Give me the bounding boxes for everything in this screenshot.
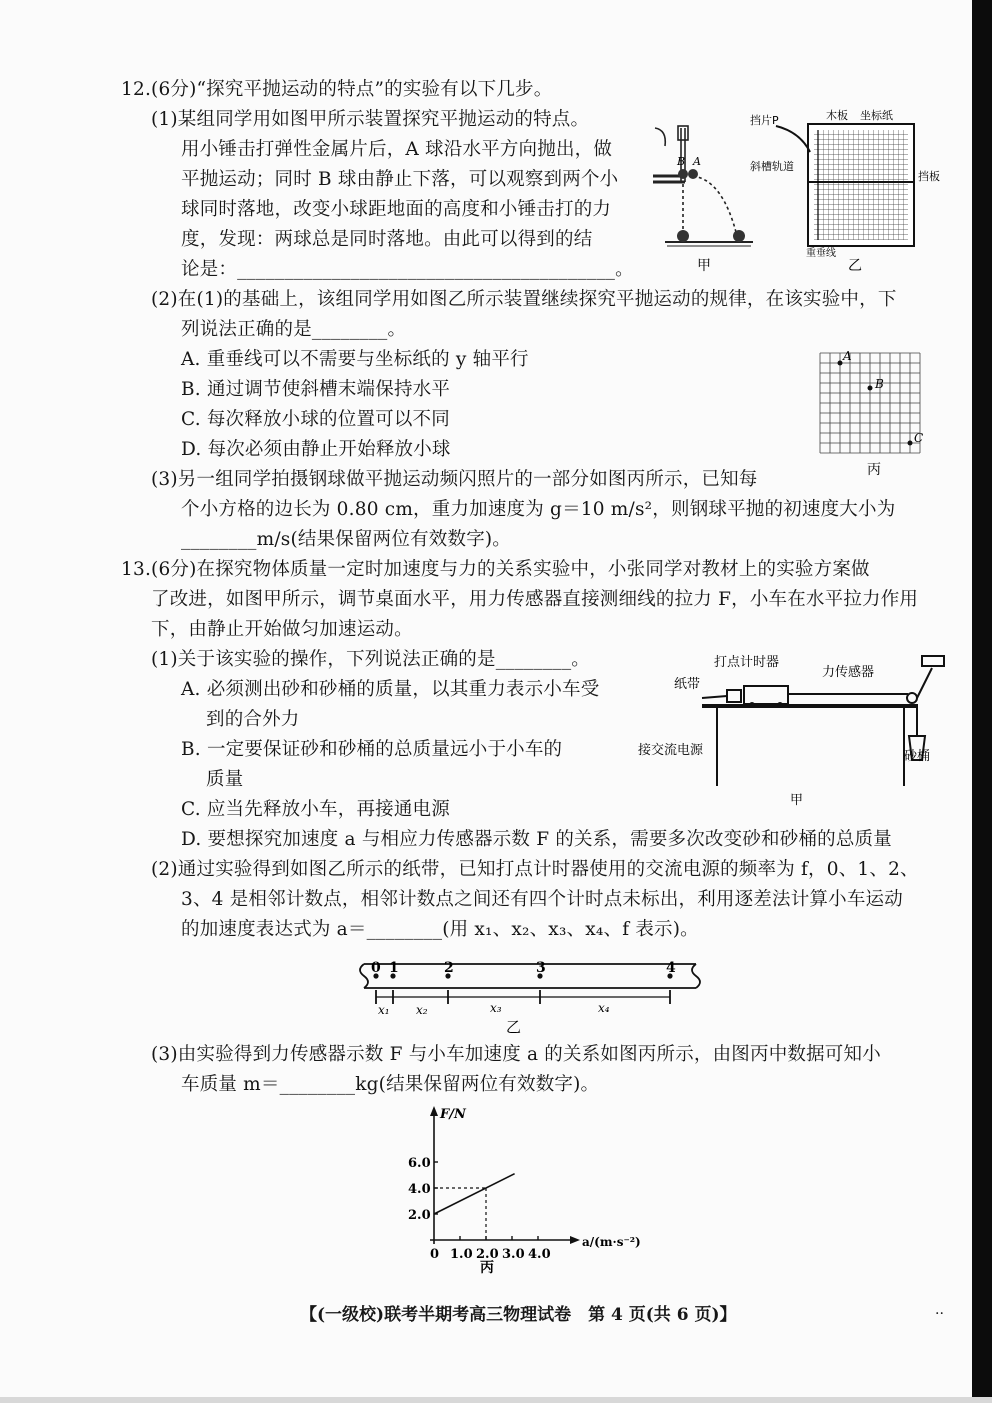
q13-p2-line1: (2)通过实验得到如图乙所示的纸带，已知打点计时器使用的交流电源的频率为 f，0、1、2、: [151, 859, 919, 880]
board-label: 木板: [826, 109, 848, 122]
x-tick-label: 0: [430, 1247, 440, 1262]
q12-option-c: C. 每次释放小球的位置可以不同: [181, 409, 450, 430]
x-axis-label: a/(m·s⁻²): [582, 1235, 641, 1249]
point-a-label: A: [843, 349, 852, 363]
q13-option-d: D. 要想探究加速度 a 与相应力传感器示数 F 的关系，需要多次改变砂和砂桶的总质量: [181, 829, 892, 850]
data-line: [434, 1174, 515, 1214]
scan-edge-right: [972, 0, 992, 1403]
q13-option-b-line2: 质量: [206, 769, 244, 790]
x-tick-label: 4.0: [528, 1247, 551, 1262]
sand-bucket-label: 砂桶: [904, 749, 931, 764]
q13-option-b-line1: B. 一定要保证砂和砂桶的总质量远小于小车的: [181, 739, 563, 760]
q12-option-b: B. 通过调节使斜槽末端保持水平: [181, 379, 451, 400]
q12-jia-caption: 甲: [697, 258, 711, 274]
timer-label: 打点计时器: [714, 655, 780, 670]
x-tick-label: 3.0: [502, 1247, 525, 1262]
tape-point-4: 4: [666, 960, 676, 976]
q12-bing-caption: 丙: [867, 462, 881, 478]
segment-x4: x₄: [598, 1001, 610, 1015]
baffle-p-label: 挡片P: [750, 114, 779, 127]
tape-point-0: 0: [371, 960, 381, 976]
q12-figure-bing: [815, 348, 935, 480]
segment-x3: x₃: [490, 1001, 502, 1015]
segment-x1: x₁: [378, 1003, 390, 1017]
q12-p3-line1: (3)另一组同学拍摄钢球做平抛运动频闪照片的一部分如图丙所示，已知每: [151, 469, 758, 490]
q13-figure-jia: [632, 648, 947, 808]
chute-label: 斜槽轨道: [750, 160, 794, 173]
q12-figure-yi: [748, 104, 948, 274]
y-axis-label: F/N: [440, 1107, 466, 1122]
q13-option-a-line2: 到的合外力: [206, 709, 300, 730]
q13-bing-caption: 丙: [480, 1260, 494, 1276]
y-tick-label: 2.0: [408, 1208, 431, 1223]
q13-yi-caption: 乙: [506, 1018, 522, 1036]
q13-stem-line3: 下，由静止开始做匀加速运动。: [151, 619, 413, 640]
tape-point-3: 3: [536, 960, 546, 976]
point-b-label: B: [875, 377, 884, 391]
tape-point-2: 2: [444, 960, 454, 976]
q12-p1-line1: (1)某组同学用如图甲所示装置探究平抛运动的特点。: [151, 109, 590, 130]
q13-p1[interactable]: (1)关于该实验的操作，下列说法正确的是________。: [151, 649, 591, 670]
q12-option-a: A. 重垂线可以不需要与坐标纸的 y 轴平行: [181, 349, 529, 370]
y-tick-label: 6.0: [408, 1156, 431, 1171]
q13-p3-line1: (3)由实验得到力传感器示数 F 与小车加速度 a 的关系如图丙所示，由图丙中数据可知小: [151, 1044, 881, 1065]
q12-yi-caption: 乙: [848, 258, 862, 274]
q12-p3-answer-blank[interactable]: ________m/s(结果保留两位有效数字)。: [181, 529, 512, 550]
q13-p2-line2: 3、4 是相邻计数点，相邻计数点之间还有四个计时点未标出，利用逐差法计算小车运动: [181, 889, 903, 910]
force-sensor-label: 力传感器: [822, 665, 875, 680]
ac-source-label: 接交流电源: [638, 743, 704, 758]
q13-stem-line1: 13.(6分)在探究物体质量一定时加速度与力的关系实验中，小张同学对教材上的实验方案做: [121, 559, 870, 580]
q13-option-c: C. 应当先释放小车，再接通电源: [181, 799, 450, 820]
x-axis-arrow-icon: [570, 1236, 580, 1244]
q13-figure-yi: [350, 946, 712, 1036]
segment-x2: x₂: [416, 1003, 428, 1017]
grid-paper-label: 坐标纸: [860, 109, 893, 122]
page-footer: 【(一级校)联考半期考高三物理试卷 第 4 页(共 6 页)】: [300, 1305, 737, 1325]
q12-p3-line2: 个小方格的边长为 0.80 cm，重力加速度为 g＝10 m/s²，则钢球平抛的初速度大小为: [181, 499, 896, 520]
q12-p1-answer-blank[interactable]: 论是：________________________________________。: [181, 259, 634, 280]
ball-a-label: A: [693, 155, 701, 168]
q12-option-d: D. 每次必须由静止开始释放小球: [181, 439, 451, 460]
tape-point-1: 1: [389, 960, 399, 976]
ball-b-label: B: [677, 155, 686, 168]
q12-p2-line1: (2)在(1)的基础上，该组同学用如图乙所示装置继续探究平抛运动的规律，在该实验中，下: [151, 289, 897, 310]
plumb-line-label: 重垂线: [806, 248, 836, 259]
x-tick-label: 1.0: [450, 1247, 473, 1262]
scan-edge-bottom: [0, 1397, 992, 1403]
q12-p1-line2: 用小锤击打弹性金属片后，A 球沿水平方向抛出，做: [181, 139, 613, 160]
corner-mark: ..: [935, 1302, 944, 1318]
q12-p2-line2[interactable]: 列说法正确的是________。: [181, 319, 407, 340]
q12-p1-line4: 球同时落地，改变小球距地面的高度和小锤击打的力: [181, 199, 612, 220]
q13-stem-line2: 了改进，如图甲所示，调节桌面水平，用力传感器直接测细线的拉力 F，小车在水平拉力作用: [151, 589, 919, 610]
q13-jia-caption: 甲: [790, 793, 804, 808]
q13-p3-answer-blank[interactable]: 车质量 m＝________kg(结果保留两位有效数字)。: [181, 1074, 600, 1095]
q12-figure-jia: [645, 118, 760, 278]
y-tick-label: 4.0: [408, 1182, 431, 1197]
q13-option-a-line1: A. 必须测出砂和砂桶的质量，以其重力表示小车受: [181, 679, 600, 700]
q12-stem: 12.(6分)“探究平抛运动的特点”的实验有以下几步。: [121, 79, 553, 100]
x-tick-label: 2.0: [476, 1247, 499, 1262]
baffle-label: 挡板: [918, 170, 940, 183]
q13-figure-bing-chart: [400, 1100, 670, 1278]
q13-p2-answer-blank[interactable]: 的加速度表达式为 a＝________(用 x₁、x₂、x₃、x₄、f 表示)。: [181, 919, 699, 940]
q12-p1-line5: 度，发现：两球总是同时落地。由此可以得到的结: [181, 229, 593, 250]
y-axis-arrow-icon: [430, 1106, 438, 1116]
tape-label: 纸带: [674, 677, 701, 692]
point-c-label: C: [914, 431, 924, 445]
q12-p1-line3: 平抛运动；同时 B 球由静止下落，可以观察到两个小: [181, 169, 619, 190]
